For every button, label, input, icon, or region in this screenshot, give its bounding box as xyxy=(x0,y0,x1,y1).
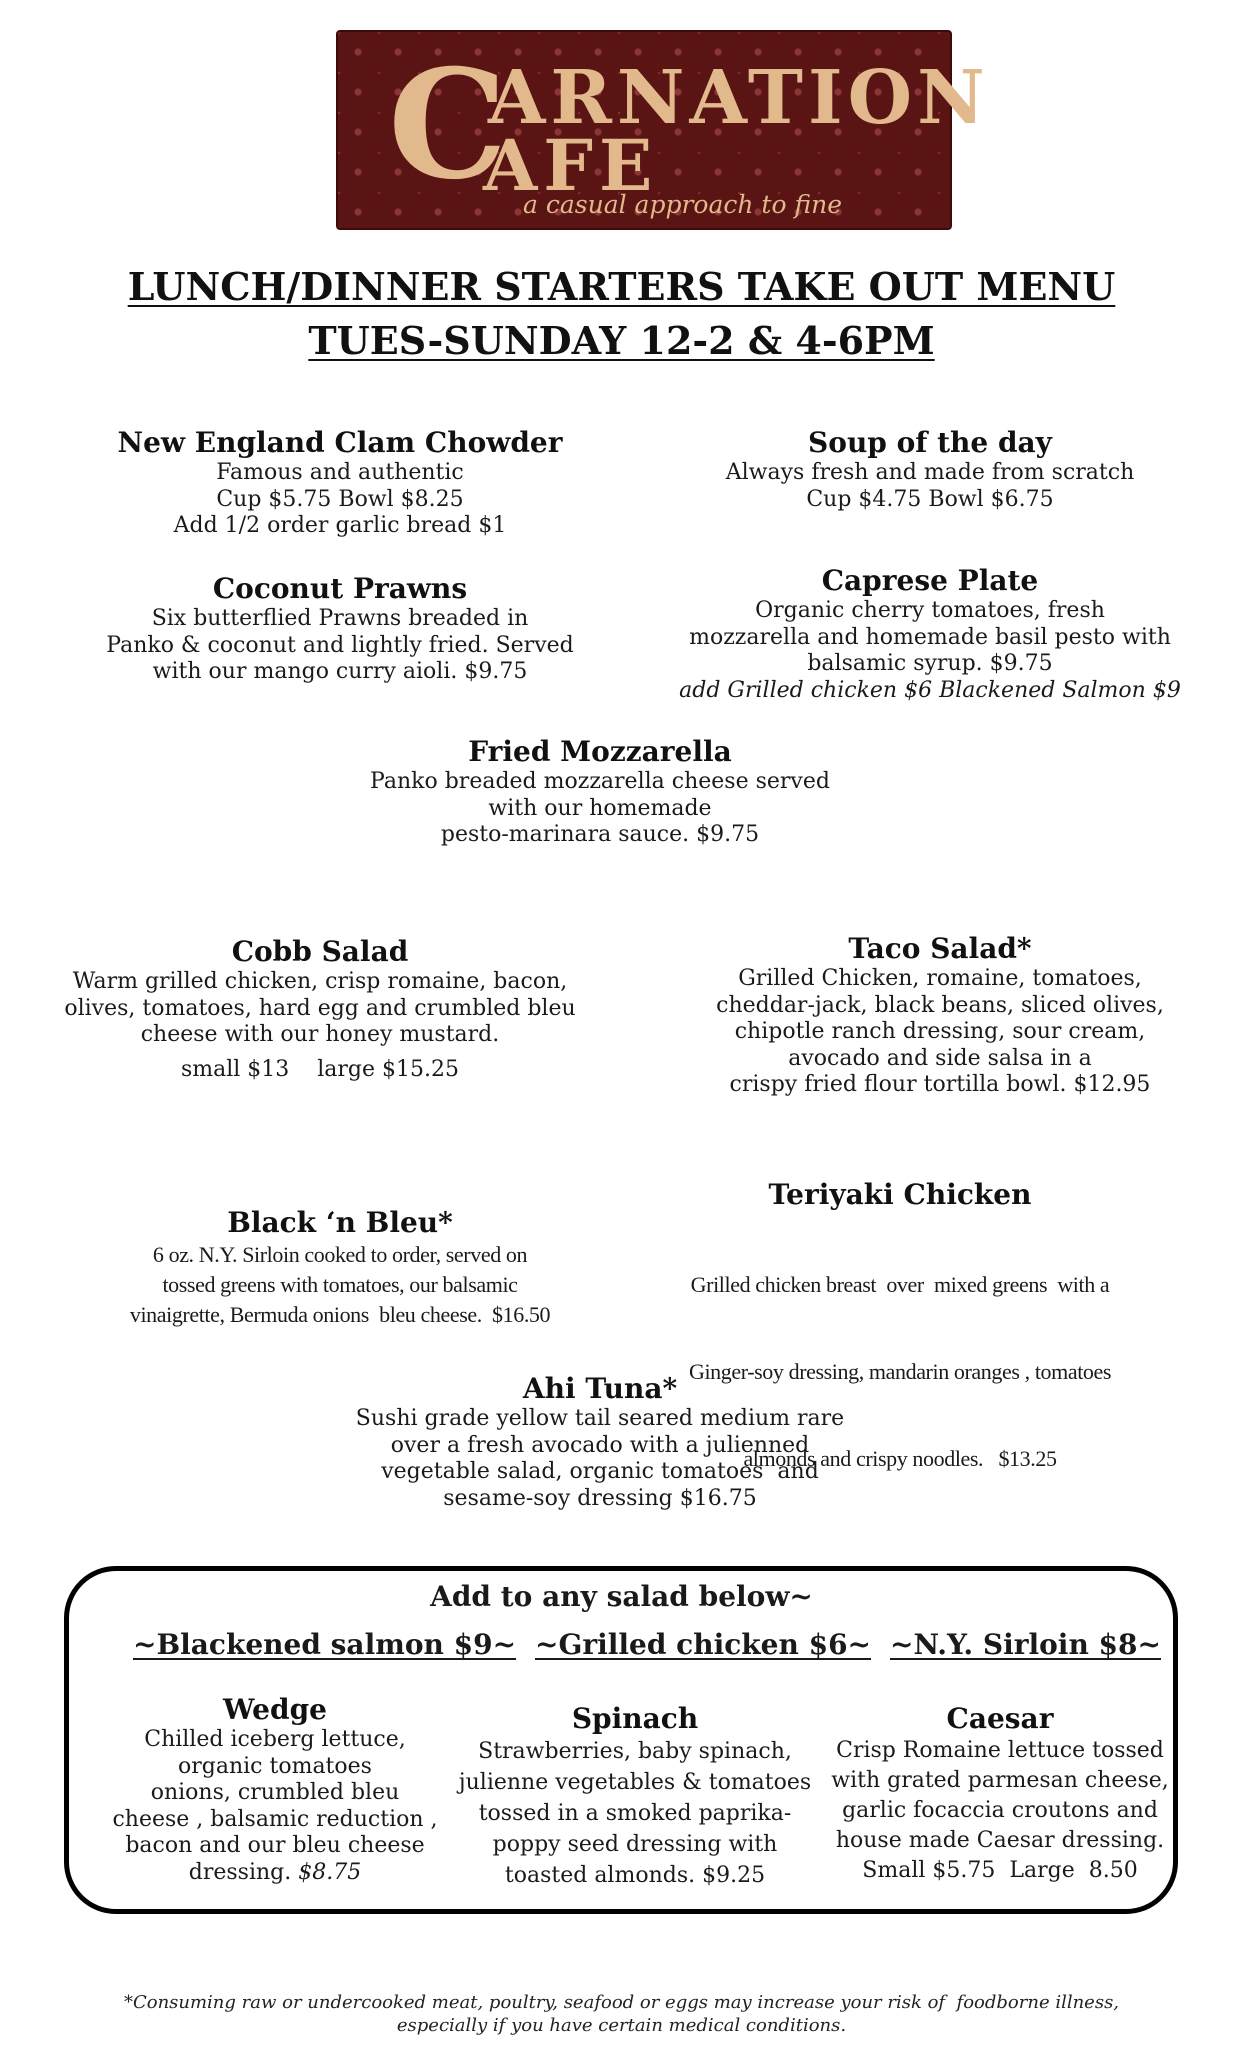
item-line: Add 1/2 order garlic bread $1 xyxy=(173,513,507,538)
item-line: onions, crumbled bleu xyxy=(150,1780,400,1805)
item-line: vinaigrette, Bermuda onions bleu cheese. $16.50 xyxy=(129,1302,551,1327)
item-price: Cup $4.75 Bowl $6.75 xyxy=(806,486,1054,512)
item-line: organic tomatoes xyxy=(178,1753,372,1779)
item-line: Grilled chicken breast over mixed greens with a xyxy=(690,1272,1110,1297)
salad-caesar xyxy=(820,1702,1180,1886)
menu-item-cobb-salad xyxy=(40,935,600,1083)
item-price: small $13 large $15.25 xyxy=(180,1056,460,1082)
item-description xyxy=(300,769,900,849)
item-name: Spinach xyxy=(571,1702,699,1735)
item-line: cheese , balsamic reduction , xyxy=(112,1806,438,1832)
item-description xyxy=(640,460,1220,513)
item-line: Always fresh and made from scratch xyxy=(725,460,1135,485)
item-price: Small $5.75 Large 8.50 xyxy=(862,1858,1138,1883)
item-description xyxy=(300,1406,900,1512)
item-line: cheddar-jack, black beans, sliced olives, xyxy=(716,992,1164,1018)
item-line: cheese with our honey mustard. xyxy=(140,1022,500,1047)
item-description xyxy=(60,1240,620,1330)
item-addon: add Grilled chicken $6 Blackened Salmon $9 xyxy=(679,677,1181,703)
item-line: poppy seed dressing with xyxy=(492,1832,778,1857)
item-description xyxy=(60,606,620,686)
logo-tagline: a casual approach to fine xyxy=(523,190,843,219)
disclaimer-line1: *Consuming raw or undercooked meat, poultry, seafood or eggs may increase your risk of foodborne illness, xyxy=(123,1992,1120,2013)
item-name: Black ‘n Bleu* xyxy=(227,1206,453,1239)
item-description xyxy=(640,598,1220,704)
item-line: balsamic syrup. $9.75 xyxy=(807,651,1053,676)
item-name: Coconut Prawns xyxy=(212,572,468,605)
item-description xyxy=(60,460,620,540)
menu-hours xyxy=(0,318,1243,364)
item-name: Ahi Tuna* xyxy=(522,1372,678,1405)
item-line: Ginger-soy dressing, mandarin oranges , tomatoes xyxy=(688,1359,1112,1384)
menu-heading xyxy=(0,264,1243,310)
item-name: Cobb Salad xyxy=(231,935,409,968)
item-line: Chilled iceberg lettuce, xyxy=(144,1727,406,1752)
item-line: almonds and crispy noodles. $13.25 xyxy=(743,1446,1057,1471)
item-line: Grilled Chicken, romaine, tomatoes, xyxy=(738,966,1142,991)
item-line: tossed greens with tomatoes, our balsamic xyxy=(162,1272,518,1297)
item-line: house made Caesar dressing. xyxy=(835,1828,1165,1853)
item-text: dressing. xyxy=(188,1859,299,1885)
item-name: Teriyaki Chicken xyxy=(768,1178,1032,1211)
salad-spinach xyxy=(450,1702,820,1891)
item-line: crispy fried flour tortilla bowl. $12.95 xyxy=(729,1072,1151,1097)
item-line: vegetable salad, organic tomatoes and xyxy=(381,1459,819,1484)
item-description xyxy=(450,1736,820,1891)
item-price: $8.75 xyxy=(298,1859,362,1885)
item-line: Organic cherry tomatoes, fresh xyxy=(755,598,1105,623)
item-line: avocado and side salsa in a xyxy=(788,1045,1092,1071)
menu-heading-line1: LUNCH/DINNER STARTERS TAKE OUT MENU xyxy=(127,264,1116,309)
menu-item-clam-chowder xyxy=(60,426,620,540)
logo-name-line1: ARNATION xyxy=(488,55,990,141)
item-line: over a fresh avocado with a julienned xyxy=(390,1432,810,1458)
health-disclaimer xyxy=(0,1991,1243,2037)
item-name: Caesar xyxy=(946,1702,1054,1735)
disclaimer-line2: especially if you have certain medical conditions. xyxy=(396,2015,847,2036)
menu-item-black-n-bleu xyxy=(60,1206,620,1330)
item-line: Strawberries, baby spinach, xyxy=(478,1739,792,1764)
menu-item-taco-salad xyxy=(660,932,1220,1099)
item-line: olives, tomatoes, hard egg and crumbled bleu xyxy=(64,995,576,1021)
item-line: with our mango curry aioli. $9.75 xyxy=(152,659,528,684)
item-line: Sushi grade yellow tail seared medium rare xyxy=(355,1406,845,1431)
menu-item-coconut-prawns xyxy=(60,572,620,686)
item-line: Crisp Romaine lettuce tossed xyxy=(836,1738,1164,1763)
item-description xyxy=(820,1736,1180,1886)
item-line: with grated parmesan cheese, xyxy=(831,1768,1169,1793)
menu-hours-line: TUES-SUNDAY 12-2 & 4-6PM xyxy=(308,318,935,363)
item-line: chipotle ranch dressing, sour cream, xyxy=(734,1019,1146,1044)
menu-item-caprese-plate xyxy=(640,564,1220,704)
item-name: Fried Mozzarella xyxy=(468,735,732,768)
item-line: garlic focaccia croutons and xyxy=(842,1798,1158,1823)
item-line: sesame-soy dressing $16.75 xyxy=(443,1485,757,1511)
menu-item-soup-of-the-day xyxy=(640,426,1220,513)
item-line: mozzarella and homemade basil pesto with xyxy=(689,624,1171,650)
menu-item-fried-mozzarella xyxy=(300,735,900,849)
item-line: 6 oz. N.Y. Sirloin cooked to order, served on xyxy=(152,1242,528,1267)
item-line: Panko & coconut and lightly fried. Served xyxy=(106,632,574,658)
menu-item-ahi-tuna xyxy=(300,1372,900,1512)
item-line: Famous and authentic xyxy=(216,460,464,485)
item-line: julienne vegetables & tomatoes xyxy=(458,1770,812,1795)
addon-option-salmon: ~Blackened salmon $9~ xyxy=(133,1628,517,1661)
item-name: Caprese Plate xyxy=(821,564,1039,597)
addon-title: Add to any salad below~ xyxy=(430,1580,813,1613)
item-price: Cup $5.75 Bowl $8.25 xyxy=(216,486,464,512)
item-line: toasted almonds. $9.25 xyxy=(504,1863,766,1888)
item-description xyxy=(40,969,600,1083)
item-line: Six butterflied Prawns breaded in xyxy=(151,606,529,631)
item-line: Warm grilled chicken, crisp romaine, bacon, xyxy=(72,969,568,994)
item-name: Taco Salad* xyxy=(848,932,1032,965)
item-name: New England Clam Chowder xyxy=(117,426,563,459)
addon-option-sirloin: ~N.Y. Sirloin $8~ xyxy=(890,1628,1161,1661)
salad-wedge xyxy=(100,1693,450,1886)
item-line: Panko breaded mozzarella cheese served xyxy=(370,769,830,794)
item-line: tossed in a smoked paprika- xyxy=(478,1801,792,1826)
item-line: bacon and our bleu cheese xyxy=(125,1833,425,1858)
item-name: Soup of the day xyxy=(808,426,1052,459)
item-line: with our homemade xyxy=(488,795,712,821)
addon-option-chicken: ~Grilled chicken $6~ xyxy=(535,1628,872,1661)
item-description xyxy=(660,966,1220,1099)
logo-monogram: C xyxy=(388,37,508,213)
item-name: Wedge xyxy=(223,1693,327,1726)
item-description xyxy=(100,1727,450,1886)
item-line: pesto-marinara sauce. $9.75 xyxy=(440,822,760,847)
logo-name-line2: AFE xyxy=(483,124,659,207)
item-line xyxy=(100,1860,450,1887)
cafe-logo xyxy=(336,30,990,230)
